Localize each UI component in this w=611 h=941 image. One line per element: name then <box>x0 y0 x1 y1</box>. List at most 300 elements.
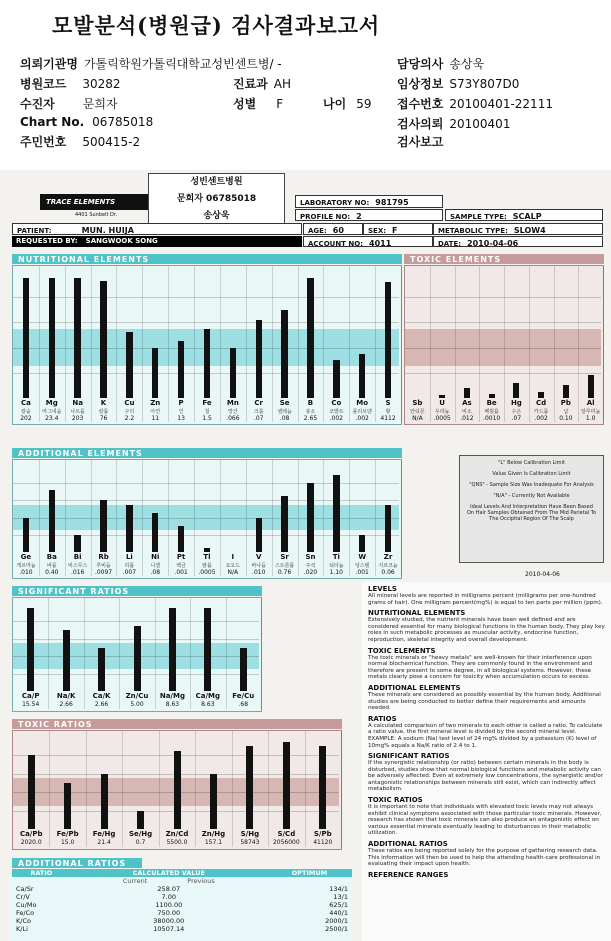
header-clinical-info: 임상정보 S73Y807D0 <box>397 77 520 91</box>
category-label-kr: 카드뮴 <box>533 409 549 415</box>
ratio-optimum: 134/1 <box>329 885 348 893</box>
page-title: 모발분석(병원급) 검사결과보고서 <box>52 13 381 38</box>
header-row-hospital-code: 병원코드 30282 <box>20 77 121 91</box>
category-label: Zn <box>150 399 161 407</box>
category-label: Co <box>331 399 342 407</box>
value-label: 4112 <box>380 415 396 422</box>
toxic-ratios-chart <box>12 730 342 850</box>
category-label: Na/K <box>56 692 76 700</box>
bar-s <box>385 282 391 398</box>
bar-zn-cd <box>174 751 181 829</box>
bar-fe-pb <box>64 783 71 829</box>
table-row <box>12 893 352 901</box>
table-row <box>12 885 352 893</box>
value-label: 202 <box>20 415 32 422</box>
th-optimum: OPTIMUM <box>267 869 352 877</box>
category-label: I <box>231 553 235 561</box>
value-label: .002 <box>355 415 369 422</box>
category-label-kr: 텅스텐 <box>354 563 370 569</box>
bar-s-hg <box>246 746 253 829</box>
th-calculated: CALCULATED VALUE <box>71 869 267 877</box>
field-date: DATE: 2010-04-06 <box>433 236 603 247</box>
category-label: Rb <box>98 553 109 561</box>
bar-ca-p <box>27 608 34 691</box>
bar-hg <box>513 383 519 398</box>
category-label: Ba <box>46 553 57 561</box>
category-label: Pt <box>176 553 186 561</box>
value-label: .007 <box>122 569 137 576</box>
section-additional-ratios: ADDITIONAL RATIOS <box>12 858 142 868</box>
category-label: Sb <box>412 399 423 407</box>
ratio-name: Cu/Mo <box>16 901 37 909</box>
bar-mg <box>49 278 55 398</box>
table-row <box>12 901 352 909</box>
category-label-kr: 몰리브덴 <box>352 409 372 415</box>
print-date: 2010-04-06 <box>525 571 560 578</box>
category-label: Ca <box>20 399 31 407</box>
field-metabolic-type: METABOLIC TYPE: SLOW4 <box>433 223 603 235</box>
value-label: .0097 <box>94 569 113 576</box>
bar-rb <box>100 500 106 552</box>
bar-ba <box>49 490 55 552</box>
category-label: Be <box>486 399 497 407</box>
header-row-resident-no: 주민번호 500415-2 <box>20 135 141 149</box>
column-separator <box>341 731 342 847</box>
category-label-kr: 셀레늄 <box>277 409 292 415</box>
explanation-heading: TOXIC ELEMENTS <box>368 646 436 655</box>
ratio-optimum: 625/1 <box>329 901 348 909</box>
column-separator <box>401 460 402 576</box>
category-label: S/Cd <box>277 830 296 838</box>
value-label: 0.7 <box>135 839 146 846</box>
explanation-text: These ratios are being reported solely for the purpose of gathering research data. This information will then be used to help the attending health-care professional in evaluating their impact upon health. <box>368 848 601 868</box>
category-label: U <box>439 399 445 407</box>
explanation-text: A calculated comparison of two minerals to each other is called a ratio. To calculate a ratio value, the first mineral level is divided by the second mineral level. EXAMPLE: A sodium (Na) test level of 24 mg% divided by a potassium (K) level of 10mg% equals a Na/K ratio of 2.4 to 1. <box>368 722 603 749</box>
bar-cu <box>126 332 132 398</box>
category-label-kr: 안티몬 <box>410 409 425 415</box>
category-label-kr: 베릴륨 <box>484 409 499 415</box>
bar-s-pb <box>319 746 326 829</box>
category-label-kr: 스트론튬 <box>274 563 295 569</box>
header-sex: 성별 F <box>233 97 284 111</box>
th-ratio: RATIO <box>12 869 71 877</box>
th-current: Current <box>122 877 148 885</box>
category-label-kr: 아연 <box>150 409 161 415</box>
gridline <box>13 483 399 484</box>
value-label: .68 <box>238 701 249 708</box>
category-label-kr: 리튬 <box>124 563 135 569</box>
gridline <box>405 348 601 349</box>
value-label: 15.54 <box>22 701 40 708</box>
category-label: Hg <box>510 399 522 407</box>
header-doctor: 담당의사 송상욱 <box>397 57 485 71</box>
section-nutritional: NUTRITIONAL ELEMENTS <box>12 254 402 264</box>
value-label: 41120 <box>313 839 333 846</box>
nutritional-chart <box>12 265 402 425</box>
legend-line: Ideal Levels And Interpretation Have Been Based On Hair Samples Obtained From The Mid Parietal To The Occipital Region Of The Scalp <box>467 504 596 522</box>
bar-be <box>489 394 495 398</box>
explanation-text: Extensively studied, the nutrient minerals have been well defined and are considered essential for many biological functions in the human body. They play key roles in such metabolic processes as muscular activity, endocrine function, reproduction, skeletal integrity and overall development. <box>368 617 605 643</box>
ratio-current: 10507.14 <box>153 925 185 933</box>
category-label-kr: 구리 <box>124 409 135 415</box>
category-label-kr: 탈륨 <box>202 563 212 569</box>
bar-mn <box>230 348 236 398</box>
explanation-heading: RATIOS <box>368 714 397 723</box>
explanation-text: If the synergistic relationship (or ratio) between certain minerals in the body is disturbed, studies show that normal biological functions and metabolic activity can be adversely affected. Even at extremely low concentrations, the synergistic and/or antagonistic relationships between minerals still exist, which can indirectly affect metabolism. <box>368 760 604 793</box>
value-label: 1.5 <box>202 415 212 422</box>
ratio-name: K/Co <box>16 917 31 925</box>
value-label: 2056000 <box>272 839 300 846</box>
category-label: Cd <box>536 399 547 407</box>
category-label: Se/Hg <box>128 830 153 838</box>
ratio-current: 38000.00 <box>153 917 185 925</box>
value-label: 23.4 <box>45 415 59 422</box>
value-label: .0005 <box>433 415 451 422</box>
field-sex: SEX: F <box>363 223 433 235</box>
category-label: Zr <box>383 553 393 561</box>
explanation-heading: ADDITIONAL ELEMENTS <box>368 683 461 692</box>
category-label-kr: 주석 <box>305 563 316 569</box>
category-label: W <box>358 553 367 561</box>
explanation-text: All mineral levels are reported in milligrams percent (milligrams per one-hundred grams of hair). One milligram percent(mg%) is equal to ten parts per million (ppm). <box>368 593 603 606</box>
category-label-kr: 비스무스 <box>67 563 88 569</box>
ratio-current: 750.00 <box>157 909 181 917</box>
table-row <box>12 925 352 933</box>
ratio-name: Fe/Co <box>16 909 35 917</box>
category-label-kr: 바륨 <box>46 563 57 569</box>
bar-s-cd <box>283 742 290 829</box>
explanation-text: These minerals are considered as possibly essential by the human body. Additional studies are being conducted to better define their requirements and amounts needed. <box>368 691 601 712</box>
bar-sn <box>307 483 313 552</box>
category-label: B <box>307 399 314 407</box>
section-toxic-ratios: TOXIC RATIOS <box>12 719 342 729</box>
value-label: 0.76 <box>277 569 292 576</box>
value-label: 0.10 <box>559 415 573 422</box>
category-label: Zn/Hg <box>201 830 226 838</box>
th-previous: Previous <box>187 877 215 885</box>
legend-line: "QNS" - Sample Size Was Inadequate For Analysis <box>469 482 594 488</box>
field-patient: PATIENT: MUN. HUIJA <box>12 223 302 235</box>
category-label: Ca/Pb <box>19 830 43 838</box>
bar-k <box>100 281 106 398</box>
category-label: Cr <box>254 399 264 407</box>
category-label: Ti <box>332 553 340 561</box>
gridline <box>13 500 399 501</box>
category-label: Ca/Mg <box>195 692 221 700</box>
bar-fe-cu <box>240 648 247 692</box>
bar-w <box>359 535 365 552</box>
value-label: 203 <box>71 415 84 422</box>
category-label: Cu <box>124 399 135 407</box>
bar-v <box>256 518 262 552</box>
bar-bi <box>74 535 80 552</box>
value-label: 2.66 <box>59 701 73 708</box>
value-label: 5500.0 <box>166 839 188 846</box>
category-label-kr: 지르코늄 <box>378 563 398 569</box>
category-label: Na/Mg <box>159 692 185 700</box>
value-label: 11 <box>151 415 160 422</box>
lab-logo: TRACE ELEMENTS <box>40 194 152 210</box>
stamp-hospital: 성빈센트병원 <box>190 177 243 187</box>
value-label: .066 <box>226 415 240 422</box>
value-label: .0005 <box>198 569 216 576</box>
category-label-kr: 니켈 <box>150 563 161 569</box>
value-label: .07 <box>511 415 522 422</box>
category-label: Ni <box>151 553 160 561</box>
value-label: .08 <box>279 415 290 422</box>
bar-u <box>439 395 445 398</box>
bar-zr <box>385 505 391 552</box>
category-label-kr: 게르마늄 <box>16 563 36 569</box>
bar-ni <box>152 513 158 552</box>
bar-co <box>333 360 339 398</box>
bar-ge <box>23 518 29 552</box>
category-label: Fe/Pb <box>56 830 79 838</box>
bar-tl <box>204 548 210 552</box>
bar-ca-k <box>98 648 105 692</box>
bar-p <box>178 341 184 398</box>
legend-line: Value Given Is Calibration Limit <box>492 471 571 477</box>
gridline <box>13 535 399 536</box>
value-label: 2020.0 <box>20 839 42 846</box>
category-label: S <box>385 399 391 407</box>
explanation-heading: LEVELS <box>368 585 397 593</box>
bar-b <box>307 278 313 398</box>
gridline <box>13 297 399 298</box>
bar-cr <box>256 320 262 398</box>
category-label-kr: 붕소 <box>305 409 316 415</box>
header-row-chart-no: Chart No. 06785018 <box>20 115 154 129</box>
explanation-heading: TOXIC RATIOS <box>368 796 423 805</box>
gridline <box>405 322 601 323</box>
category-label: Li <box>125 553 133 561</box>
legend-line: "N/A" - Currently Not Available <box>493 493 570 499</box>
bar-fe-hg <box>101 774 108 829</box>
category-label-kr: 알루미늄 <box>580 409 601 415</box>
category-label-kr: 요오드 <box>225 563 241 569</box>
bar-sr <box>281 496 287 552</box>
bar-na-k <box>63 630 70 691</box>
ratio-optimum: 13/1 <box>333 893 348 901</box>
bar-se <box>281 310 287 398</box>
category-label-kr: 티타늄 <box>329 563 344 569</box>
category-label: P <box>178 399 184 407</box>
field-sample-type: SAMPLE TYPE: SCALP <box>445 209 603 221</box>
value-label: 58743 <box>240 839 260 846</box>
category-label-kr: 망간 <box>228 409 238 415</box>
header-row-institution: 의뢰기관명 가톨릭학원가톨릭대학교성빈센트병/ - <box>20 57 282 71</box>
value-label: .010 <box>252 569 266 576</box>
category-label-kr: 백금 <box>176 563 186 569</box>
ratio-optimum: 2000/1 <box>325 917 348 925</box>
field-lab-no: LABORATORY NO: 981795 <box>295 195 443 208</box>
category-label-kr: 황 <box>385 409 391 415</box>
category-label: Mo <box>356 399 369 407</box>
bar-ti <box>333 475 339 552</box>
value-label: .012 <box>460 415 474 422</box>
category-label-kr: 우라늄 <box>434 409 450 415</box>
ratio-name: Cr/V <box>16 893 30 901</box>
value-label: .020 <box>303 569 318 576</box>
value-label: .002 <box>534 415 548 422</box>
value-label: 1.10 <box>329 569 343 576</box>
value-label: 2.2 <box>124 415 135 422</box>
category-label: Sn <box>305 553 316 561</box>
category-label-kr: 루비듐 <box>96 563 111 569</box>
bar-ca-pb <box>28 755 35 829</box>
field-requested-by: REQUESTED BY: SANGWOOK SONG <box>12 236 302 247</box>
bar-ca <box>23 278 29 398</box>
bar-as <box>464 388 470 398</box>
gridline <box>13 621 259 622</box>
category-label-kr: 인 <box>178 409 184 415</box>
stamp-doctor: 송상욱 <box>203 211 230 221</box>
value-label: 5.00 <box>130 701 144 708</box>
value-label: .0010 <box>483 415 501 422</box>
category-label: Ge <box>20 553 32 561</box>
bar-zn-cu <box>134 626 141 691</box>
category-label: As <box>462 399 472 407</box>
category-label: Zn/Cu <box>125 692 149 700</box>
category-label-kr: 코발트 <box>329 409 344 415</box>
gridline <box>13 518 399 519</box>
significant-ratios-chart <box>12 597 262 712</box>
bar-zn-hg <box>210 774 217 829</box>
section-additional: ADDITIONAL ELEMENTS <box>12 448 402 458</box>
value-label: 0.06 <box>381 569 395 576</box>
value-label: 8.63 <box>165 701 180 708</box>
category-label: Se <box>279 399 290 407</box>
bar-mo <box>359 354 365 398</box>
table-row <box>12 909 352 917</box>
explanation-text: The toxic minerals or "heavy metals" are well-known for their interference upon normal biochemical function. They are commonly found in the environment and therefore are present to some degree, in all biological systems. However, these metals clearly pose a concern for toxicity when accumulation occurs to excess. <box>368 654 593 681</box>
table-row <box>12 917 352 925</box>
category-label: Sr <box>280 553 289 561</box>
explanation-heading: SIGNIFICANT RATIOS <box>368 752 450 761</box>
section-toxic: TOXIC ELEMENTS <box>404 254 604 264</box>
field-age: AGE: 60 <box>303 223 363 235</box>
category-label-kr: 비소 <box>462 409 472 415</box>
category-label: Al <box>586 399 595 407</box>
ratio-name: K/Li <box>16 925 28 933</box>
value-label: 157.1 <box>204 839 223 846</box>
value-label: 13 <box>177 415 185 422</box>
explanation-text: It is important to note that individuals with elevated toxic levels may not always exhibit clinical symptoms associated with those particular toxic minerals. However, research has shown that toxic minerals can also produce an antagonistic effect on various essential minerals eventually leading to disturbances in their metabolic utilization. <box>368 804 602 837</box>
bar-na-mg <box>169 608 176 691</box>
bar-fe <box>204 329 210 398</box>
additional-ratios-table <box>12 869 352 941</box>
stamp-patient: 문희자 06785018 <box>176 194 257 204</box>
category-label: Zn/Cd <box>165 830 189 838</box>
ratio-optimum: 2500/1 <box>325 925 348 933</box>
header-request-date: 검사의뢰 20100401 <box>397 117 511 131</box>
category-label-kr: 크롬 <box>253 409 264 415</box>
bar-zn <box>152 348 158 398</box>
value-label: .016 <box>70 569 85 576</box>
value-label: N/A <box>227 569 239 576</box>
bar-pb <box>563 385 569 398</box>
bar-al <box>588 375 594 398</box>
category-label: Fe <box>202 399 212 407</box>
category-label-kr: 납 <box>563 409 569 415</box>
ratio-name: Ca/Sr <box>16 885 34 893</box>
toxic-chart <box>404 265 604 425</box>
column-separator <box>603 266 604 422</box>
header-report-date: 검사보고 <box>397 135 444 149</box>
explanation-panel <box>362 582 611 941</box>
category-label: S/Pb <box>313 830 332 838</box>
category-label: Mg <box>45 399 58 407</box>
bar-ca-mg <box>204 608 211 691</box>
value-label: .002 <box>329 415 343 422</box>
gridline <box>13 322 399 323</box>
category-label-kr: 마그네슘 <box>42 409 62 415</box>
explanation-heading: REFERENCE RANGES <box>368 870 449 879</box>
legend-line: "L" Below Calibration Limit <box>498 460 565 466</box>
category-label: Ca/K <box>92 692 111 700</box>
additional-chart <box>12 459 402 579</box>
explanation-heading: NUTRITIONAL ELEMENTS <box>368 609 466 618</box>
bar-na <box>74 278 80 398</box>
gridline <box>405 373 601 374</box>
category-label: Fe/Hg <box>92 830 116 838</box>
category-label: Na <box>72 399 83 407</box>
category-label: Fe/Cu <box>232 692 255 700</box>
value-label: 2.66 <box>94 701 109 708</box>
category-label: V <box>256 553 262 561</box>
category-label: S/Hg <box>240 830 260 838</box>
gridline <box>405 297 601 298</box>
category-label: Ca/P <box>21 692 40 700</box>
field-account-no: ACCOUNT NO: 4011 <box>303 236 433 247</box>
value-label: 0.40 <box>45 569 59 576</box>
ratio-current: 7.00 <box>161 893 177 901</box>
category-label-kr: 칼슘 <box>21 409 31 415</box>
bar-cd <box>538 392 544 398</box>
ratio-current: 1100.00 <box>155 901 183 909</box>
value-label: 76 <box>99 415 108 422</box>
lab-address: 4401 Sunbelt Dr. <box>75 212 118 218</box>
value-label: .08 <box>150 569 161 576</box>
column-separator <box>401 266 402 422</box>
value-label: 21.4 <box>97 839 111 846</box>
header-department: 진료과 AH <box>233 77 292 91</box>
header-age: 나이 59 <box>323 97 372 111</box>
value-label: N/A <box>412 415 423 422</box>
category-label: Pb <box>560 399 571 407</box>
legend-box <box>459 455 604 563</box>
value-label: 1.0 <box>585 415 596 422</box>
field-profile-no: PROFILE NO: 2 <box>295 209 443 221</box>
value-label: 8.63 <box>201 701 215 708</box>
category-label: Tl <box>203 553 211 561</box>
category-label: K <box>100 399 107 407</box>
category-label-kr: 철 <box>204 409 210 415</box>
column-separator <box>261 598 262 709</box>
ratio-optimum: 440/1 <box>329 909 348 917</box>
section-significant-ratios: SIGNIFICANT RATIOS <box>12 586 262 596</box>
category-label-kr: 칼륨 <box>98 409 109 415</box>
value-label: .001 <box>355 569 369 576</box>
ratio-current: 258.07 <box>157 885 181 893</box>
explanation-heading: ADDITIONAL RATIOS <box>368 840 448 849</box>
bar-li <box>126 505 132 552</box>
header-receipt-no: 접수번호 20100401-22111 <box>397 97 553 111</box>
bar-se-hg <box>137 811 144 829</box>
category-label-kr: 수은 <box>511 409 522 415</box>
category-label-kr: 나트륨 <box>70 409 85 415</box>
category-label: Mn <box>226 399 239 407</box>
